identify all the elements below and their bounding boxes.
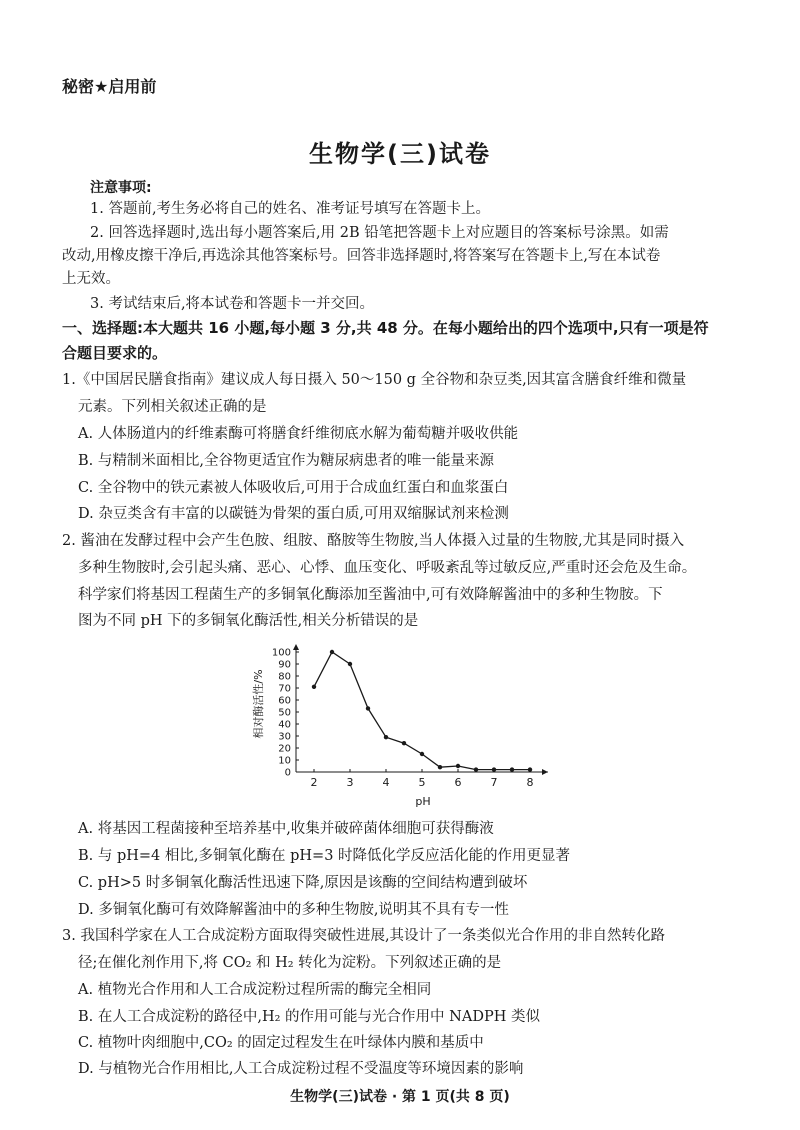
q2-option-a: A. 将基因工程菌接种至培养基中,收集并破碎菌体细胞可获得酶液: [78, 821, 494, 837]
q1-option-b: B. 与精制米面相比,全谷物更适宜作为糖尿病患者的唯一能量来源: [78, 453, 494, 469]
section-heading-line-1: 一、选择题:本大题共 16 小题,每小题 3 分,共 48 分。在每小题给出的四个选项中,只有一项是符: [62, 319, 709, 337]
q2-stem-line-3: 科学家们将基因工程菌生产的多铜氧化酶添加至酱油中,可有效降解酱油中的多种生物胺。下: [78, 587, 663, 603]
note-2-line-3: 上无效。: [62, 271, 120, 287]
q1-option-a: A. 人体肠道内的纤维素酶可将膳食纤维彻底水解为葡萄糖并吸收供能: [78, 426, 519, 442]
data-point: [330, 650, 334, 654]
x-axis-arrow: [542, 769, 548, 775]
data-point: [528, 767, 532, 771]
data-point: [492, 767, 496, 771]
section-heading-line-2: 合题目要求的。: [62, 344, 168, 362]
notes-heading: 注意事项:: [90, 180, 152, 196]
note-2-line-2: 改动,用橡皮擦干净后,再选涂其他答案标号。回答非选择题时,将答案写在答题卡上,写在本试卷: [62, 248, 661, 264]
x-tick-label: 4: [382, 776, 390, 789]
data-point: [474, 767, 478, 771]
x-tick-label: 2: [310, 776, 318, 789]
q1-stem-line-2: 元素。下列相关叙述正确的是: [78, 399, 267, 415]
data-point: [510, 767, 514, 771]
q3-option-a: A. 植物光合作用和人工合成淀粉过程所需的酶完全相同: [78, 982, 432, 998]
q2-option-d: D. 多铜氧化酶可有效降解酱油中的多种生物胺,说明其不具有专一性: [78, 902, 509, 918]
y-axis-label: 相对酶活性/%: [252, 669, 265, 739]
page-footer: 生物学(三)试卷 · 第 1 页(共 8 页): [290, 1089, 510, 1105]
data-point: [348, 662, 352, 666]
note-1: 1. 答题前,考生务必将自己的姓名、准考证号填写在答题卡上。: [90, 201, 491, 217]
note-2-line-1: 2. 回答选择题时,选出每小题答案后,用 2B 铅笔把答题卡上对应题目的答案标号涂黑。如需: [90, 225, 669, 241]
q3-stem-line-2: 径;在催化剂作用下,将 CO₂ 和 H₂ 转化为淀粉。下列叙述正确的是: [78, 955, 502, 971]
q1-option-d: D. 杂豆类含有丰富的以碳链为骨架的蛋白质,可用双缩脲试剂来检测: [78, 506, 509, 522]
x-axis-label: pH: [415, 795, 431, 808]
y-tick-label: 30: [278, 731, 291, 743]
confidential-label: 秘密★启用前: [62, 77, 157, 96]
q1-option-c: C. 全谷物中的铁元素被人体吸收后,可用于合成血红蛋白和血浆蛋白: [78, 480, 509, 496]
q3-option-d: D. 与植物光合作用相比,人工合成淀粉过程不受温度等环境因素的影响: [78, 1061, 524, 1077]
x-tick-label: 6: [454, 776, 462, 789]
q2-option-b: B. 与 pH=4 相比,多铜氧化酶在 pH=3 时降低化学反应活化能的作用更显著: [78, 848, 571, 864]
y-tick-label: 100: [271, 647, 291, 659]
data-point: [438, 765, 442, 769]
q2-stem-line-1: 2. 酱油在发酵过程中会产生色胺、组胺、酪胺等生物胺,当人体摄入过量的生物胺,尤其是同时摄入: [62, 533, 685, 549]
y-axis-arrow: [293, 644, 299, 650]
q3-option-c: C. 植物叶肉细胞中,CO₂ 的固定过程发生在叶绿体内膜和基质中: [78, 1035, 484, 1051]
y-tick-label: 90: [278, 659, 291, 671]
x-tick-label: 8: [526, 776, 534, 789]
q1-stem-line-1: 1.《中国居民膳食指南》建议成人每日摄入 50～150 g 全谷物和杂豆类,因其富含膳食纤维和微量: [62, 372, 687, 388]
data-point: [366, 706, 370, 710]
q3-stem-line-1: 3. 我国科学家在人工合成淀粉方面取得突破性进展,其设计了一条类似光合作用的非自然转化路: [62, 928, 666, 944]
q3-option-b: B. 在人工合成淀粉的路径中,H₂ 的作用可能与光合作用中 NADPH 类似: [78, 1009, 540, 1025]
data-point: [420, 752, 424, 756]
q2-stem-line-2: 多种生物胺时,会引起头痛、恶心、心悸、血压变化、呼吸紊乱等过敏反应,严重时还会危及生命。: [78, 560, 697, 576]
enzyme-activity-chart: [248, 640, 558, 810]
y-tick-label: 80: [278, 671, 291, 683]
x-tick-label: 7: [490, 776, 498, 789]
data-point: [312, 685, 316, 689]
x-tick-label: 3: [346, 776, 354, 789]
y-tick-label: 50: [278, 707, 291, 719]
q2-option-c: C. pH>5 时多铜氧化酶活性迅速下降,原因是该酶的空间结构遭到破坏: [78, 875, 528, 891]
data-point: [402, 741, 406, 745]
y-tick-label: 60: [278, 695, 291, 707]
page-title: 生物学(三)试卷: [309, 140, 491, 168]
note-3: 3. 考试结束后,将本试卷和答题卡一并交回。: [90, 296, 375, 312]
q2-stem-line-4: 图为不同 pH 下的多铜氧化酶活性,相关分析错误的是: [78, 613, 419, 629]
x-tick-label: 5: [418, 776, 426, 789]
y-tick-label: 20: [278, 743, 291, 755]
y-tick-label: 10: [278, 755, 291, 767]
y-tick-label: 40: [278, 719, 291, 731]
data-point: [384, 735, 388, 739]
y-tick-label: 0: [284, 767, 291, 779]
data-point: [456, 764, 460, 768]
y-tick-label: 70: [278, 683, 291, 695]
